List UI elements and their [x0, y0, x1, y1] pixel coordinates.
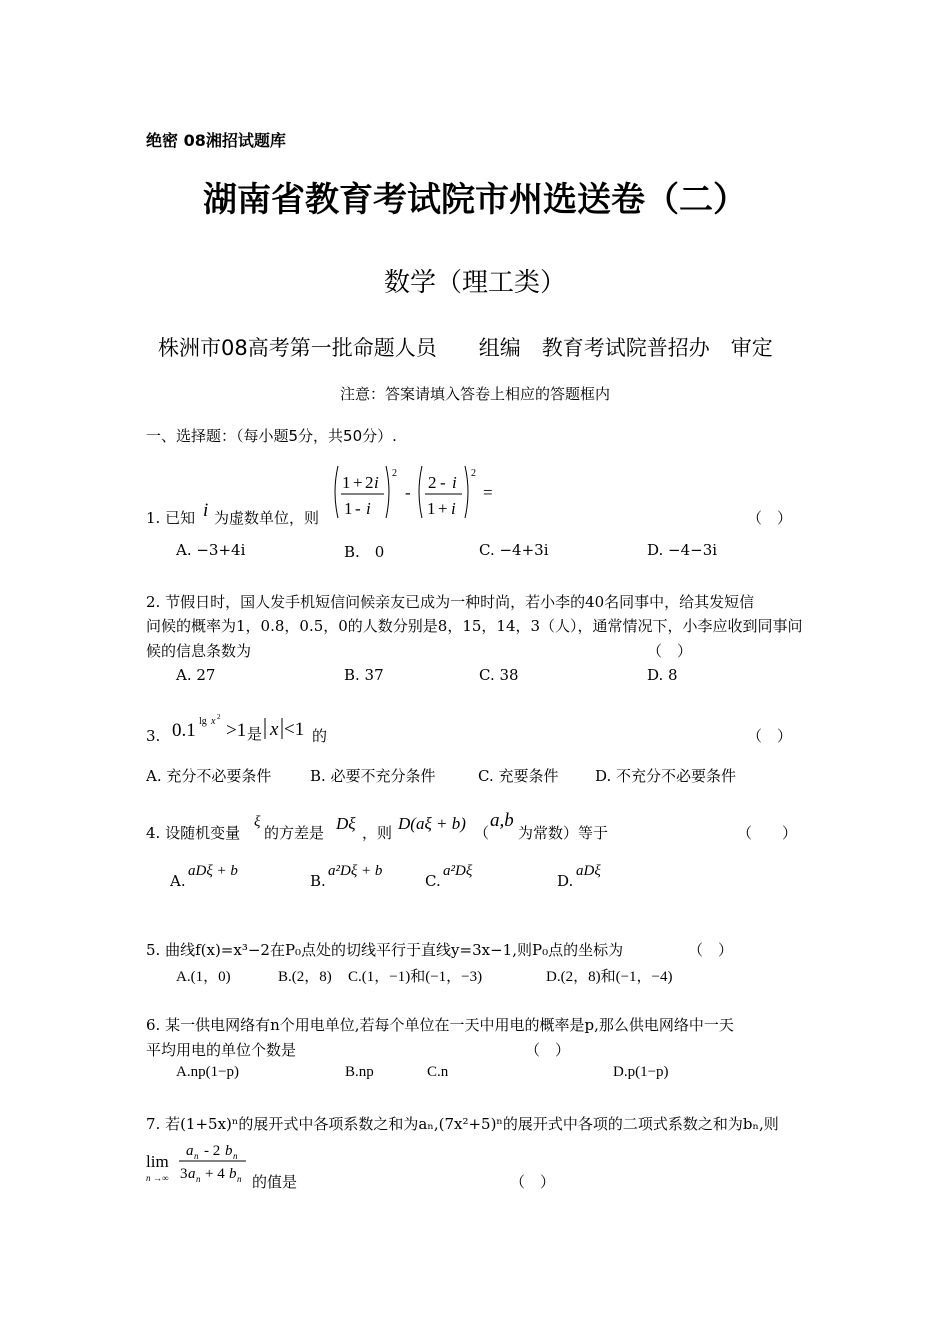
- svg-text:x: x: [211, 716, 216, 727]
- q1-var: i: [203, 500, 209, 521]
- svg-text:+ 4: + 4: [205, 1166, 225, 1182]
- svg-text:=: =: [483, 483, 493, 502]
- q6-line-1: 6. 某一供电网络有n个用电单位,若每个单位在一天中用电的概率是p,那么供电网络中一天: [146, 1016, 734, 1034]
- svg-text:i: i: [451, 499, 456, 518]
- authors-line: 株洲市08高考第一批命题人员 组编 教育考试院普招办 审定: [158, 336, 773, 360]
- subtitle: 数学（理工类）: [383, 268, 566, 298]
- notice: 注意：答案请填入答卷上相应的答题框内: [339, 385, 610, 403]
- main-title: 湖南省教育考试院市州选送卷（二）: [203, 180, 747, 220]
- q2-answer-paren[interactable]: （ ）: [647, 642, 693, 660]
- q2-option-b[interactable]: B. 37: [344, 666, 384, 684]
- svg-text:n: n: [194, 1151, 199, 1161]
- q4-paren-open: （: [474, 824, 490, 842]
- svg-text:b: b: [225, 1143, 233, 1159]
- q1-option-a[interactable]: A. −3+4i: [176, 541, 246, 559]
- svg-text:1: 1: [342, 473, 351, 492]
- q6-line-2: 平均用电的单位个数是: [146, 1041, 297, 1059]
- svg-text:b: b: [229, 1166, 237, 1182]
- svg-text:2: 2: [471, 468, 476, 479]
- q2-option-c[interactable]: C. 38: [479, 666, 519, 684]
- q4-mid-3: 为常数）等于: [518, 824, 609, 842]
- q4-xi: ξ: [254, 814, 261, 830]
- q3-option-c[interactable]: C. 充要条件: [478, 767, 559, 785]
- q2-line-3: 候的信息条数为: [146, 642, 252, 660]
- q4-option-a-expr: aDξ + b: [188, 863, 238, 879]
- q7-suffix: 的值是: [252, 1173, 298, 1191]
- q6-option-c[interactable]: C.n: [427, 1064, 449, 1080]
- svg-text:n: n: [146, 1173, 151, 1183]
- q4-option-b-letter[interactable]: B.: [310, 872, 326, 890]
- svg-text:1: 1: [427, 499, 436, 518]
- q6-option-a[interactable]: A.np(1−p): [176, 1064, 240, 1080]
- svg-text:-: -: [355, 499, 361, 518]
- q3-answer-paren[interactable]: （ ）: [747, 727, 793, 745]
- svg-text:>1: >1: [226, 720, 247, 741]
- svg-text:2: 2: [217, 713, 221, 721]
- q4-mid-1: 的方差是: [264, 824, 325, 842]
- q3-mid: 是: [247, 725, 263, 743]
- q1-answer-paren[interactable]: （ ）: [747, 509, 793, 527]
- svg-text:i: i: [366, 499, 371, 518]
- q7-answer-paren[interactable]: （ ）: [510, 1173, 556, 1191]
- q4-mid-2: ，则: [362, 824, 393, 842]
- svg-text:→∞: →∞: [153, 1173, 169, 1183]
- q1-option-d[interactable]: D. −4−3i: [647, 541, 718, 559]
- q6-answer-paren[interactable]: （ ）: [525, 1041, 571, 1059]
- q5-option-a[interactable]: A.(1，0): [176, 969, 231, 985]
- q6-option-b[interactable]: B.np: [345, 1064, 374, 1080]
- svg-text:-: -: [405, 483, 411, 502]
- svg-text:x: x: [270, 719, 279, 740]
- q4-option-a-letter[interactable]: A.: [170, 872, 186, 890]
- q4-option-d-letter[interactable]: D.: [557, 872, 574, 890]
- q6-option-d[interactable]: D.p(1−p): [613, 1064, 669, 1080]
- q4-option-c-letter[interactable]: C.: [425, 872, 441, 890]
- svg-text:+: +: [438, 499, 448, 518]
- q5-text: 5. 曲线f(x)=x³−2在P₀点处的切线平行于直线y=3x−1,则P₀点的坐标为: [146, 941, 624, 959]
- svg-text:+: +: [353, 473, 363, 492]
- q4-formula: D(aξ + b): [398, 814, 466, 833]
- q1-mid: 为虚数单位，则: [214, 509, 320, 527]
- q4-answer-paren[interactable]: （ ）: [737, 824, 798, 842]
- svg-text:lg: lg: [199, 716, 207, 727]
- q3-option-a[interactable]: A. 充分不必要条件: [146, 767, 272, 785]
- q1-prefix: 1. 已知: [146, 509, 196, 527]
- q4-option-c-expr: a²Dξ: [443, 863, 473, 879]
- svg-text:3: 3: [180, 1166, 188, 1182]
- q7-line-1: 7. 若(1+5x)ⁿ的展开式中各项系数之和为aₙ,(7x²+5)ⁿ的展开式中各项的二项式系数之和为bₙ,则: [146, 1115, 779, 1133]
- svg-text:lim: lim: [146, 1152, 169, 1171]
- q3-suffix: 的: [312, 727, 328, 745]
- q4-prefix: 4. 设随机变量: [146, 824, 241, 842]
- q4-ab: a,b: [490, 810, 514, 831]
- svg-text:n: n: [237, 1174, 242, 1184]
- svg-text:-: -: [440, 473, 446, 492]
- q3-prefix: 3.: [146, 727, 161, 745]
- svg-text:2: 2: [365, 473, 374, 492]
- q3-option-d[interactable]: D. 不充分不必要条件: [595, 767, 737, 785]
- section-heading: 一、选择题：（每小题5分，共50分）.: [146, 427, 397, 445]
- q2-option-d[interactable]: D. 8: [647, 666, 678, 684]
- q2-line-2: 问候的概率为1，0.8，0.5，0的人数分别是8，15，14，3（人），通常情况下，小李应收到同事问: [146, 617, 803, 635]
- q5-answer-paren[interactable]: （ ）: [688, 941, 734, 959]
- q7-limit-formula: [146, 1137, 252, 1187]
- svg-text:<1: <1: [284, 719, 305, 740]
- q4-option-d-expr: aDξ: [576, 863, 601, 879]
- svg-text:- 2: - 2: [204, 1143, 221, 1159]
- svg-text:a: a: [188, 1166, 196, 1182]
- svg-text:i: i: [374, 473, 379, 492]
- svg-text:2: 2: [392, 468, 397, 479]
- q5-option-b[interactable]: B.(2，8): [278, 969, 332, 985]
- q1-formula: [330, 462, 510, 524]
- svg-text:n: n: [196, 1174, 201, 1184]
- q5-option-d[interactable]: D.(2，8)和(−1，−4): [546, 969, 673, 985]
- q4-option-b-expr: a²Dξ + b: [328, 863, 383, 879]
- q3-option-b[interactable]: B. 必要不充分条件: [310, 767, 436, 785]
- svg-text:2: 2: [428, 473, 437, 492]
- q3-formula-a: [170, 712, 250, 742]
- q3-formula-b: [262, 712, 314, 742]
- svg-text:1: 1: [344, 499, 353, 518]
- svg-text:n: n: [233, 1151, 238, 1161]
- svg-text:i: i: [452, 473, 457, 492]
- svg-text:0.1: 0.1: [172, 720, 196, 741]
- q4-dxi: Dξ: [336, 814, 356, 833]
- svg-text:a: a: [186, 1143, 194, 1159]
- secret-label: 绝密 08湘招试题库: [146, 131, 286, 150]
- q5-option-c[interactable]: C.(1，−1)和(−1，−3): [348, 969, 483, 985]
- q2-line-1: 2. 节假日时，国人发手机短信问候亲友已成为一种时尚，若小李的40名同事中，给其发短信: [146, 593, 755, 611]
- q1-option-c[interactable]: C. −4+3i: [479, 541, 549, 559]
- q2-option-a[interactable]: A. 27: [176, 666, 216, 684]
- q1-option-b[interactable]: B. 0: [344, 543, 385, 561]
